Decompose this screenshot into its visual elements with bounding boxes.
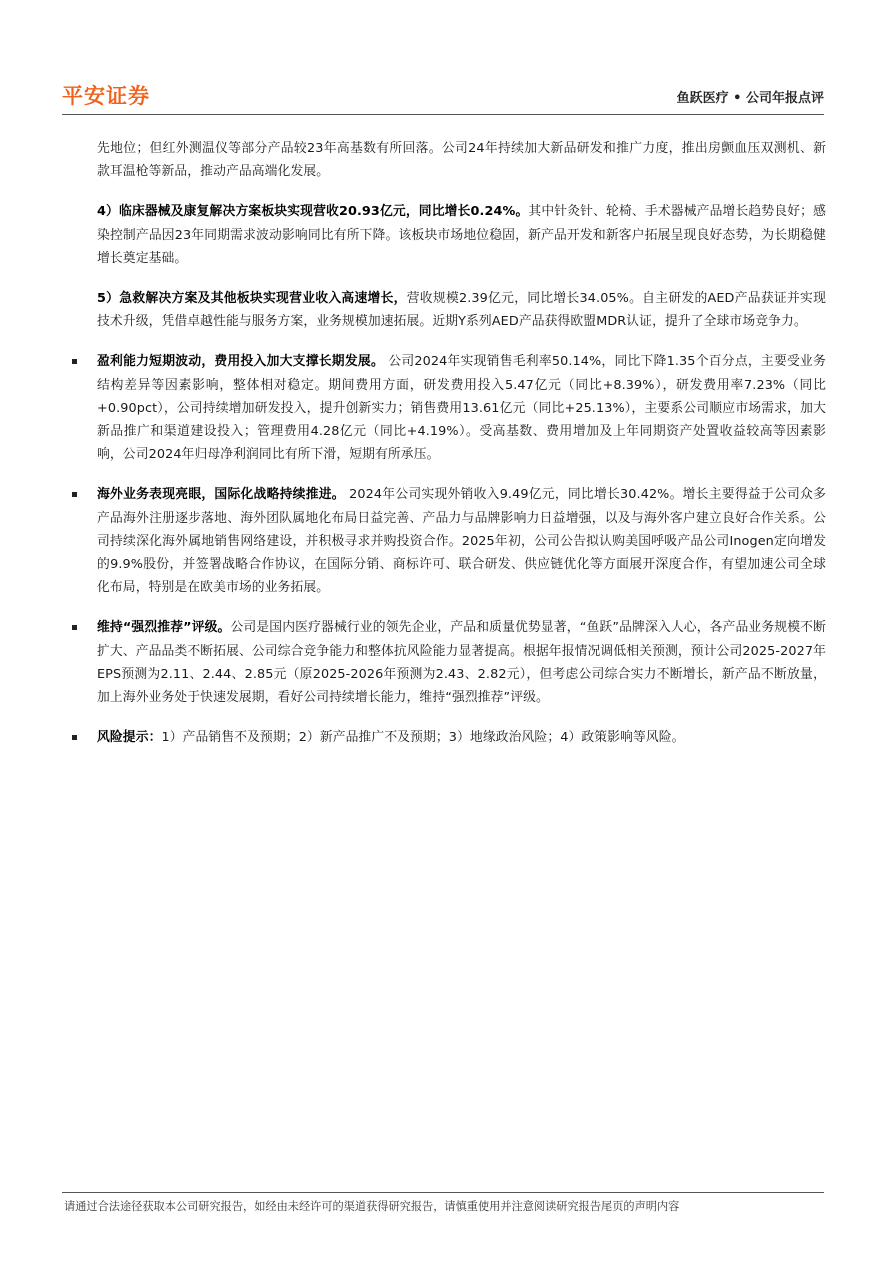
footer-disclaimer: 请通过合法途径获取本公司研究报告，如经由未经许可的渠道获得研究报告，请慎重使用并注意阅读研究报告尾页的声明内容 xyxy=(64,1200,680,1213)
company-label: 鱼跃医疗 xyxy=(676,91,729,106)
bullet-square-icon xyxy=(72,359,77,364)
bullet-square-icon xyxy=(72,625,77,630)
report-type: 公司年报点评 xyxy=(745,91,824,106)
bullet-item xyxy=(97,350,826,466)
paragraph-heading: 5）急救解决方案及其他板块实现营业收入高速增长， xyxy=(97,291,407,307)
paragraph xyxy=(97,287,826,333)
paragraph-heading: 4）临床器械及康复解决方案板块实现营收20.93亿元，同比增长0.24%。 xyxy=(97,204,529,220)
paragraph-text: 营收规模2.39亿元，同比增长34.05%。自主研发的AED产品获证并实现技术升级，凭借卓越性能与服务方案，业务规模加速拓展。近期Y系列AED产品获得欧盟MDR认证，提升了全球市场竞争力。 xyxy=(97,291,826,330)
bullet-heading: 维持“强烈推荐”评级。 xyxy=(97,620,231,636)
paragraph: 先地位；但红外测温仪等部分产品较23年高基数有所回落。公司24年持续加大新品研发和推广力度，推出房颤血压双测机、新款耳温枪等新品，推动产品高端化发展。 xyxy=(97,141,826,180)
company-logo: 平安证券 xyxy=(62,84,150,108)
header-separator: • xyxy=(728,91,746,106)
bullet-item xyxy=(97,616,826,709)
paragraph xyxy=(97,200,826,270)
bullet-heading: 海外业务表现亮眼，国际化战略持续推进。 xyxy=(97,487,345,503)
footer-divider xyxy=(62,1192,824,1193)
paragraph-text: 其中针灸针、轮椅、手术器械产品增长趋势良好；感染控制产品因23年同期需求波动影响同比有所下降。该板块市场地位稳固，新产品开发和新客户拓展呈现良好态势，为长期稳健增长奠定基础。 xyxy=(97,204,826,266)
bullet-heading: 风险提示： xyxy=(97,730,162,746)
report-body xyxy=(97,137,826,766)
report-header xyxy=(677,87,824,106)
header-divider xyxy=(62,114,824,115)
bullet-text: 公司是国内医疗器械行业的领先企业，产品和质量优势显著，“鱼跃”品牌深入人心，各产品业务规模不断扩大、产品品类不断拓展、公司综合竞争能力和整体抗风险能力显著提高。根据年报情况调低相关预测，预计公司2025-2027年EPS预测为2.11、2.44、2.85元（原2025-2026年预测为2.43、2.82元），但考虑公司综合实力不断增长，新产品不断放量，加上海外业务处于快速发展期，看好公司持续增长能力，维持“强烈推荐”评级。 xyxy=(97,620,826,706)
bullet-text: 公司2024年实现销售毛利率50.14%，同比下降1.35个百分点，主要受业务结构差异等因素影响，整体相对稳定。期间费用方面，研发费用投入5.47亿元（同比+8.39%），研发费用率7.23%（同比+0.90pct），公司持续增加研发投入，提升创新实力；销售费用13.61亿元（同比+25.13%），主要系公司顺应市场需求，加大新品推广和渠道建设投入；管理费用4.28亿元（同比+4.19%）。受高基数、费用增加及上年同期资产处置收益较高等因素影响，公司2024年归母净利润同比有所下滑，短期有所承压。 xyxy=(97,354,826,463)
bullet-square-icon xyxy=(72,735,77,740)
bullet-text: 1）产品销售不及预期；2）新产品推广不及预期；3）地缘政治风险；4）政策影响等风险。 xyxy=(161,730,685,746)
bullet-text: 2024年公司实现外销收入9.49亿元，同比增长30.42%。增长主要得益于公司众多产品海外注册逐步落地、海外团队属地化布局日益完善、产品力与品牌影响力日益增强，以及与海外客户建立良好合作关系。公司持续深化海外属地销售网络建设，并积极寻求并购投资合作。2025年初，公司公告拟认购美国呼吸产品公司Inogen定向增发的9.9%股份，并签署战略合作协议，在国际分销、商标许可、联合研发、供应链优化等方面展开深度合作，有望加速公司全球化布局，特别是在欧美市场的业务拓展。 xyxy=(97,487,826,596)
bullet-square-icon xyxy=(72,492,77,497)
bullet-item xyxy=(97,726,826,749)
bullet-item xyxy=(97,483,826,599)
bullet-heading: 盈利能力短期波动，费用投入加大支撑长期发展。 xyxy=(97,354,384,370)
